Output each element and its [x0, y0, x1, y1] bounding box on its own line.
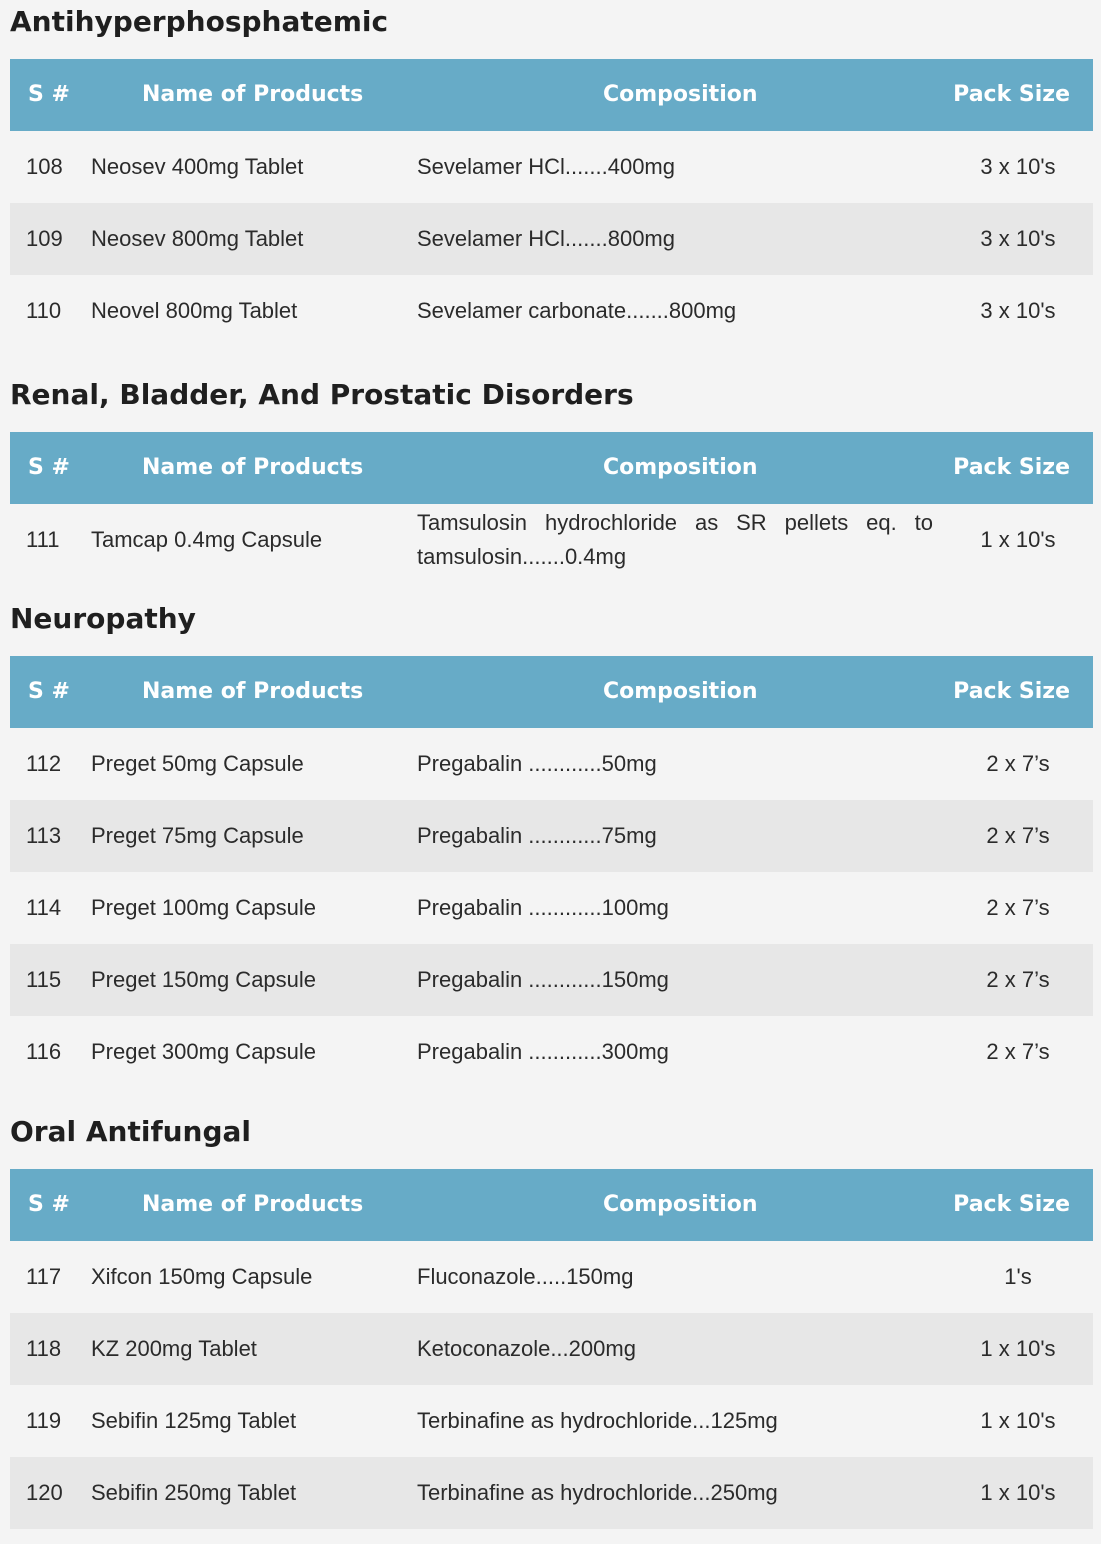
header-serial: S #	[28, 82, 70, 107]
table-row	[10, 1385, 1093, 1457]
table-row	[10, 1016, 1093, 1088]
pack-size-cell: 1 x 10's	[980, 1480, 1056, 1505]
header-composition: Composition	[603, 679, 758, 704]
table-row	[10, 944, 1093, 1016]
pack-size-cell: 3 x 10's	[980, 226, 1056, 251]
header-serial: S #	[28, 1192, 70, 1217]
serial-cell: 119	[26, 1408, 62, 1433]
serial-cell: 116	[26, 1039, 62, 1064]
table-row	[10, 504, 1093, 576]
header-composition: Composition	[603, 455, 758, 480]
product-name-cell: Neovel 800mg Tablet	[91, 298, 298, 323]
composition-cell: Terbinafine as hydrochloride...250mg	[417, 1480, 778, 1505]
product-name-cell: Neosev 400mg Tablet	[91, 154, 304, 179]
serial-cell: 113	[26, 823, 62, 848]
product-name-cell: Preget 300mg Capsule	[91, 1039, 317, 1064]
serial-cell: 114	[26, 895, 62, 920]
header-name: Name of Products	[142, 82, 364, 107]
serial-cell: 111	[26, 527, 60, 552]
serial-cell: 117	[26, 1264, 62, 1289]
composition-cell: Sevelamer HCl.......800mg	[417, 226, 675, 251]
pack-size-cell: 2 x 7’s	[986, 1039, 1050, 1064]
composition-cell: Tamsulosin hydrochloride as SR pellets eq. to tamsulosin.......0.4mg	[417, 510, 933, 569]
pack-size-cell: 2 x 7’s	[986, 751, 1050, 776]
composition-cell: Pregabalin ............300mg	[417, 1039, 669, 1064]
serial-cell: 109	[26, 226, 63, 251]
pack-size-cell: 3 x 10's	[980, 154, 1056, 179]
header-serial: S #	[28, 679, 70, 704]
pack-size-cell: 2 x 7’s	[986, 895, 1050, 920]
product-name-cell: Sebifin 250mg Tablet	[91, 1480, 297, 1505]
serial-cell: 118	[26, 1336, 62, 1361]
pack-size-cell: 2 x 7’s	[986, 967, 1050, 992]
section-title: Antihyperphosphatemic	[10, 5, 389, 38]
product-name-cell: Preget 75mg Capsule	[91, 823, 304, 848]
pack-size-cell: 2 x 7’s	[986, 823, 1050, 848]
composition-cell: Sevelamer HCl.......400mg	[417, 154, 675, 179]
table-row	[10, 728, 1093, 800]
section-title: Renal, Bladder, And Prostatic Disorders	[10, 378, 634, 411]
serial-cell: 120	[26, 1480, 63, 1505]
section-title: Neuropathy	[10, 602, 196, 635]
header-pack-size: Pack Size	[953, 82, 1070, 107]
composition-cell: Pregabalin ............100mg	[417, 895, 669, 920]
table-header	[10, 656, 1093, 728]
composition-cell: Pregabalin ............75mg	[417, 823, 657, 848]
product-name-cell: Preget 150mg Capsule	[91, 967, 317, 992]
header-composition: Composition	[603, 82, 758, 107]
serial-cell: 110	[26, 298, 62, 323]
composition-cell: Ketoconazole...200mg	[417, 1336, 636, 1361]
composition-cell: Terbinafine as hydrochloride...125mg	[417, 1408, 778, 1433]
composition-cell: Pregabalin ............150mg	[417, 967, 669, 992]
header-name: Name of Products	[142, 679, 364, 704]
product-table	[10, 656, 1093, 1088]
product-name-cell: Xifcon 150mg Capsule	[91, 1264, 313, 1289]
composition-cell: Sevelamer carbonate.......800mg	[417, 298, 737, 323]
table-row	[10, 1241, 1093, 1313]
product-name-cell: Neosev 800mg Tablet	[91, 226, 304, 251]
pack-size-cell: 1 x 10's	[980, 527, 1056, 552]
pack-size-cell: 1 x 10's	[980, 1336, 1056, 1361]
composition-cell: Pregabalin ............50mg	[417, 751, 657, 776]
pack-size-cell: 1 x 10's	[980, 1408, 1056, 1433]
table-row	[10, 275, 1093, 347]
table-header	[10, 59, 1093, 131]
table-row	[10, 1457, 1093, 1529]
section-title: Oral Antifungal	[10, 1115, 252, 1148]
table-header	[10, 432, 1093, 504]
table-row	[10, 872, 1093, 944]
product-table	[10, 1169, 1093, 1529]
header-pack-size: Pack Size	[953, 455, 1070, 480]
table-row	[10, 131, 1093, 203]
header-name: Name of Products	[142, 1192, 364, 1217]
product-table	[10, 432, 1093, 576]
composition-cell: Fluconazole.....150mg	[417, 1264, 634, 1289]
product-name-cell: Preget 100mg Capsule	[91, 895, 317, 920]
product-table	[10, 59, 1093, 347]
product-name-cell: Sebifin 125mg Tablet	[91, 1408, 297, 1433]
product-name-cell: KZ 200mg Tablet	[91, 1336, 257, 1361]
header-serial: S #	[28, 455, 70, 480]
header-pack-size: Pack Size	[953, 679, 1070, 704]
product-name-cell: Tamcap 0.4mg Capsule	[91, 527, 323, 552]
pack-size-cell: 3 x 10's	[980, 298, 1056, 323]
product-name-cell: Preget 50mg Capsule	[91, 751, 304, 776]
serial-cell: 115	[26, 967, 62, 992]
pack-size-cell: 1's	[1004, 1264, 1032, 1289]
table-row	[10, 1313, 1093, 1385]
header-pack-size: Pack Size	[953, 1192, 1070, 1217]
header-composition: Composition	[603, 1192, 758, 1217]
table-row	[10, 800, 1093, 872]
table-header	[10, 1169, 1093, 1241]
serial-cell: 112	[26, 751, 62, 776]
header-name: Name of Products	[142, 455, 364, 480]
serial-cell: 108	[26, 154, 63, 179]
table-row	[10, 203, 1093, 275]
